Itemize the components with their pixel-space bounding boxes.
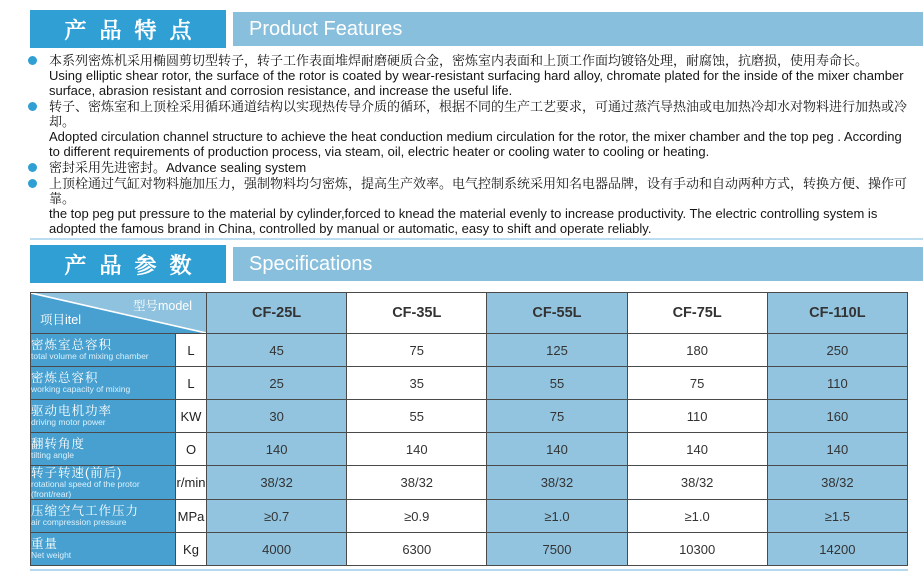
value-cell: 10300	[627, 533, 767, 566]
spec-table	[30, 292, 908, 566]
table-row	[31, 334, 908, 367]
bullet-cn-text: 上顶栓通过气缸对物料施加压力，强制物料均匀密炼，提高生产效率。电气控制系统采用知名电器品牌，设有手动和自动两种方式，转换方便、操作可靠。	[49, 176, 908, 206]
value-cell: 180	[627, 334, 767, 367]
bullet-en-text: Adopted circulation channel structure to achieve the heat conduction medium circulation for the rotor, the mixer chamber and the top peg . According to different requirements of production process, via steam, oil, electric heater or cooling water to cooling or heating.	[49, 129, 902, 159]
value-cell: ≥1.0	[627, 500, 767, 533]
model-header-cell: CF-35L	[347, 293, 487, 334]
value-cell: 35	[347, 367, 487, 400]
value-cell: 14200	[767, 533, 907, 566]
value-cell: 6300	[347, 533, 487, 566]
bullet-en-text: Using elliptic shear rotor, the surface of the rotor is coated by wear-resistant surfacing hard alloy, chromate plated for the inside of the mixer chamber surface, abrasion resistant and corrosion resistance, and increase the useful life.	[49, 68, 904, 98]
row-label-cell	[31, 367, 176, 400]
row-label-en: rotational speed of the protor (front/rear)	[31, 479, 140, 499]
bullet-dot-icon	[28, 163, 37, 172]
row-label-en: Net weight	[31, 550, 72, 561]
value-cell: 25	[207, 367, 347, 400]
value-cell: 75	[347, 334, 487, 367]
row-unit-cell: r/min	[176, 466, 207, 500]
corner-model-label: 型号model	[132, 299, 192, 313]
value-cell: ≥0.9	[347, 500, 487, 533]
row-label-cell	[31, 466, 176, 500]
value-cell: ≥1.5	[767, 500, 907, 533]
features-title-cn: 产品特点	[30, 10, 226, 48]
model-header-cell: CF-25L	[207, 293, 347, 334]
table-row	[31, 533, 908, 566]
section-divider	[30, 238, 923, 240]
value-cell: 30	[207, 400, 347, 433]
table-header-row	[31, 293, 908, 334]
value-cell: ≥0.7	[207, 500, 347, 533]
value-cell: 140	[347, 433, 487, 466]
table-row	[31, 466, 908, 500]
model-header-cell: CF-110L	[767, 293, 907, 334]
features-title-en: Product Features	[233, 12, 923, 46]
row-label-cell	[31, 433, 176, 466]
row-label-en: working capacity of mixing	[31, 384, 131, 395]
row-label-cell	[31, 334, 176, 367]
feature-bullet-list	[28, 53, 907, 236]
bullet-dot-icon	[28, 56, 37, 65]
row-label-en: air compression pressure	[31, 517, 127, 528]
value-cell: 75	[487, 400, 627, 433]
model-header-cell: CF-75L	[627, 293, 767, 334]
table-row	[31, 400, 908, 433]
value-cell: 125	[487, 334, 627, 367]
value-cell: 160	[767, 400, 907, 433]
row-unit-cell: MPa	[176, 500, 207, 533]
corner-item-label: 项目itel	[40, 313, 81, 327]
feature-bullet	[28, 176, 907, 236]
value-cell: 75	[627, 367, 767, 400]
value-cell: 140	[487, 433, 627, 466]
bullet-cn-text: 转子、密炼室和上顶栓采用循环通道结构以实现热传导介质的循环，根据不同的生产工艺要求，可通过蒸汽导热油或电加热冷却水对物料进行加热或冷却。	[49, 99, 908, 129]
row-unit-cell: KW	[176, 400, 207, 433]
specs-title-cn: 产品参数	[30, 245, 226, 283]
value-cell: 38/32	[347, 466, 487, 500]
row-unit-cell: Kg	[176, 533, 207, 566]
value-cell: 55	[487, 367, 627, 400]
row-label-cn: 压缩空气工作压力	[31, 504, 140, 519]
value-cell: 140	[767, 433, 907, 466]
table-row	[31, 500, 908, 533]
value-cell: 4000	[207, 533, 347, 566]
value-cell: 45	[207, 334, 347, 367]
bullet-cn-text: 本系列密炼机采用椭圆剪切型转子，转子工作表面堆焊耐磨硬质合金，密炼室内表面和上顶工作面均镀铬处理，耐腐蚀，抗磨损，使用寿命长。	[49, 53, 869, 68]
features-section-header	[30, 10, 923, 48]
row-label-cell	[31, 500, 176, 533]
value-cell: ≥1.0	[487, 500, 627, 533]
spec-table-body	[31, 293, 908, 566]
value-cell: 55	[347, 400, 487, 433]
row-label-en: driving motor power	[31, 417, 106, 428]
row-label-cn: 重量	[31, 537, 59, 552]
specs-section-header	[30, 245, 923, 283]
corner-cell	[31, 293, 207, 334]
bullet-dot-icon	[28, 102, 37, 111]
row-label-en: total volume of mixing chamber	[31, 351, 149, 362]
row-unit-cell: L	[176, 334, 207, 367]
row-unit-cell: L	[176, 367, 207, 400]
row-label-cell	[31, 400, 176, 433]
value-cell: 38/32	[627, 466, 767, 500]
bullet-dot-icon	[28, 179, 37, 188]
row-label-cn: 翻转角度	[31, 437, 86, 452]
specs-title-en: Specifications	[233, 247, 923, 281]
row-label-cn: 密炼室总容积	[31, 338, 113, 353]
row-unit-cell: O	[176, 433, 207, 466]
value-cell: 38/32	[767, 466, 907, 500]
bullet-cn-text: 密封采用先进密封。Advance sealing system	[49, 160, 307, 175]
value-cell: 7500	[487, 533, 627, 566]
row-label-cn: 驱动电机功率	[31, 404, 113, 419]
feature-bullet	[28, 53, 907, 98]
feature-bullet	[28, 99, 907, 159]
value-cell: 250	[767, 334, 907, 367]
value-cell: 38/32	[207, 466, 347, 500]
value-cell: 110	[767, 367, 907, 400]
value-cell: 38/32	[487, 466, 627, 500]
row-label-en: tilting angle	[31, 450, 75, 461]
value-cell: 140	[627, 433, 767, 466]
bullet-en-text: the top peg put pressure to the material by cylinder,forced to knead the material evenly to increase productivity. The electric controlling system is adopted the famous brand in China, controlled by manual or automatic, easy to shift and operate reliably.	[49, 206, 878, 236]
table-row	[31, 433, 908, 466]
value-cell: 110	[627, 400, 767, 433]
table-row	[31, 367, 908, 400]
row-label-cell	[31, 533, 176, 566]
row-label-cn: 密炼总容积	[31, 371, 99, 386]
value-cell: 140	[207, 433, 347, 466]
feature-bullet	[28, 160, 907, 175]
row-label-cn: 转子转速(前后)	[31, 466, 123, 480]
model-header-cell: CF-55L	[487, 293, 627, 334]
